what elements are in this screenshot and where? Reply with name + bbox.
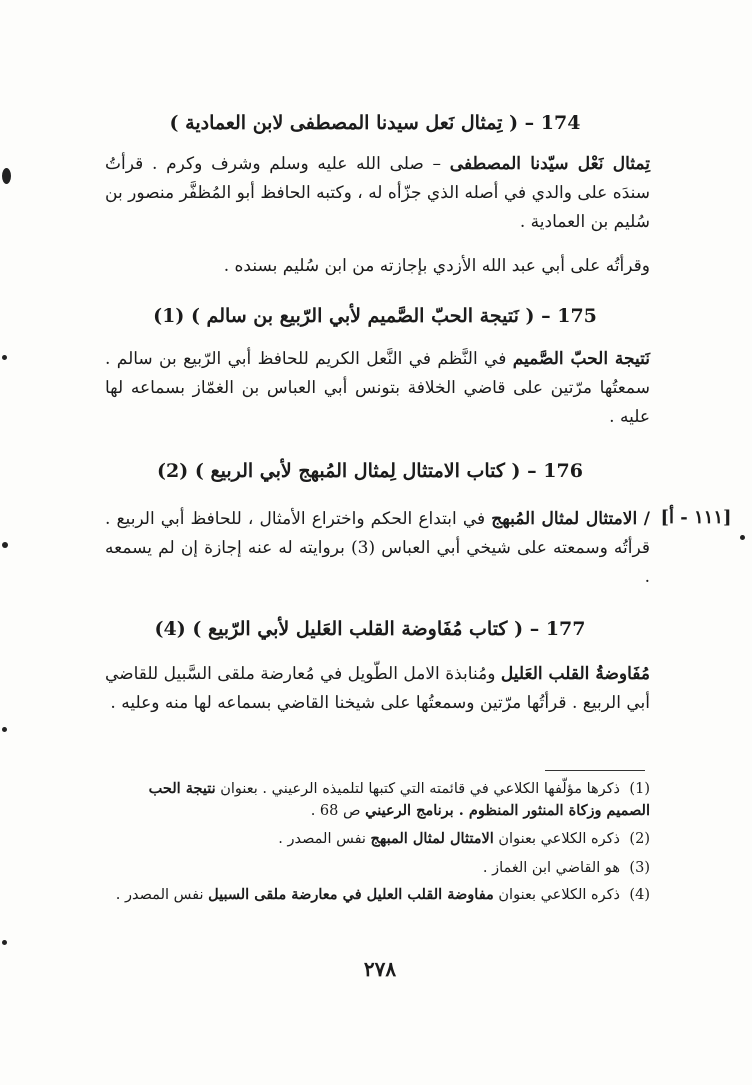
section-heading-176: 176 – ( كتاب الامتثال لِمثال المُبهج لأبي الربيع ) (2) — [157, 460, 583, 482]
section-174-paragraph-2 — [105, 252, 650, 281]
scan-edge-mark — [2, 355, 7, 360]
paragraph-text: في النَّظم في النَّعل الكريم للحافظ أبي الرّبيع بن سالم . سمعتُها مرّتين على قاضي الخلافة بتونس أبي العباس بن الغمّاز بسماعه لها عليه . — [105, 349, 650, 427]
footnote-separator — [545, 770, 645, 771]
scan-edge-mark — [740, 535, 745, 540]
paragraph-lead: نَتيجة الحبّ الصَّميم — [512, 349, 650, 369]
footnote-bold-title: مفاوضة القلب العليل في معارضة ملقى السبيل — [208, 886, 494, 903]
footnote-3 — [105, 857, 650, 879]
footnote-bold-title: نتيجة الحب الصميم وزكاة المنثور المنظوم . برنامج الرعيني — [148, 780, 650, 819]
section-heading-177: 177 – ( كتاب مُفَاوضة القلب العَليل لأبي الرّبيع ) (4) — [154, 618, 586, 640]
paragraph-lead: / الامتثال لمثال المُبهج — [491, 509, 650, 529]
footnote-bold-title: الامتثال لمثال المبهج — [370, 830, 494, 847]
paragraph-text: وقرأتُه على أبي عبد الله الأزدي بإجازته من ابن سُليم بسنده . — [223, 256, 650, 276]
footnote-text: هو القاضي ابن الغماز . — [482, 860, 620, 876]
footnote-number: (4) — [629, 887, 650, 903]
footnote-text: ذكره الكلاعي بعنوان — [493, 831, 620, 847]
footnote-number: (2) — [629, 831, 650, 847]
section-175-paragraph-1 — [105, 345, 650, 432]
section-177-paragraph-1 — [105, 660, 650, 718]
paragraph-lead: تِمثال نَعْل سيّدنا المصطفى — [449, 154, 650, 174]
paragraph-text: – صلى الله عليه وسلم وشرف وكرم . قرأتُ سندَه على والدي في أصله الذي جزّأه له ، وكتبه الحافظ أبو المُظفَّر منصور بن سُليم بن العمادية . — [105, 154, 650, 232]
footnote-text: ذكره الكلاعي بعنوان — [493, 887, 620, 903]
section-174-paragraph-1 — [105, 150, 650, 237]
footnote-number: (1) — [629, 781, 650, 797]
footnote-1 — [105, 778, 650, 822]
page-number: ٢٧٨ — [363, 957, 397, 981]
footnote-text-tail: نفس المصدر . — [115, 887, 209, 903]
section-176-paragraph-1 — [105, 505, 650, 592]
scan-edge-mark — [2, 727, 7, 732]
footnote-4 — [105, 884, 650, 906]
scan-edge-mark — [2, 940, 7, 945]
footnote-text-tail: ص 68 . — [310, 803, 366, 819]
footnote-2 — [105, 828, 650, 850]
footnote-text-tail: نفس المصدر . — [278, 831, 371, 847]
scan-edge-mark — [2, 542, 8, 548]
manuscript-folio-marker: [١١١ - أ] — [660, 507, 732, 528]
footnote-text: ذكرها مؤلّفها الكلاعي في قائمته التي كتبها لتلميذه الرعيني . بعنوان — [215, 781, 620, 797]
paragraph-lead: مُفَاوضةُ القلب العَليل — [500, 664, 650, 684]
footnote-number: (3) — [629, 860, 650, 876]
paragraph-text: ومُنابذة الامل الطّويل في مُعارضة ملقى السَّبيل للقاضي أبي الربيع . قرأتُها مرّتين وسمعتُها على شيخنا القاضي بسماعه لها منه وعليه . — [105, 664, 650, 713]
paragraph-text: في ابتداع الحكم واختراع الأمثال ، للحافظ أبي الربيع . قرأتُه وسمعته على شيخي أبي العباس (3) بروايته له عنه إجازة إن لم يسمعه . — [105, 509, 651, 587]
section-heading-175: 175 – ( نَتيجة الحبّ الصَّميم لأبي الرّبيع بن سالم ) (1) — [153, 305, 597, 327]
scan-edge-mark — [2, 168, 11, 184]
section-heading-174: 174 – ( تِمثال نَعل سيدنا المصطفى لابن العمادية ) — [169, 112, 581, 134]
